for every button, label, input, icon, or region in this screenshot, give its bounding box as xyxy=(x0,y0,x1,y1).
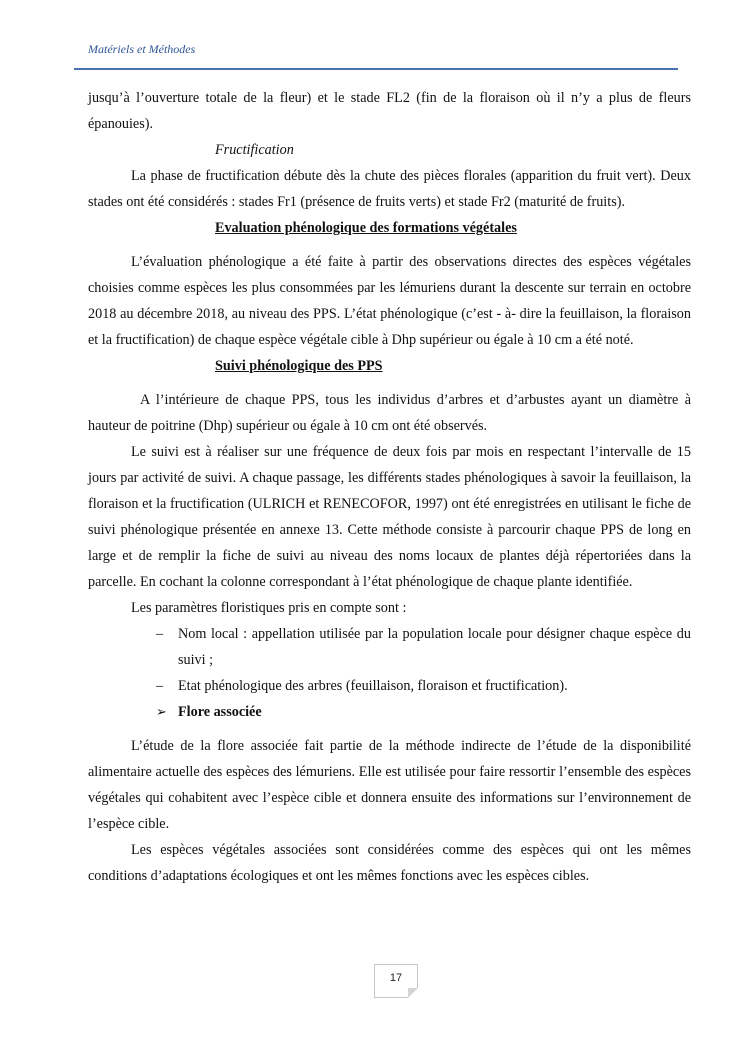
list-item-text: Etat phénologique des arbres (feuillaison, floraison et fructification). xyxy=(178,678,568,694)
heading-text: Flore associée xyxy=(178,704,262,720)
dash-bullet-icon: – xyxy=(156,626,164,642)
arrow-bullet-icon: ➢ xyxy=(156,704,167,719)
paragraph-evaluation: L’évaluation phénologique a été faite à partir des observations directes des espèces végétales choisies comme espèces les plus consommées par les lémuriens durant la descente sur terrain en octobre 2018 au décembre 2018, au niveau des PPS. L’état phénologique (c’est - à- dire la feuillaison, la floraison et la fructification) de chaque espèce végétale cible à Dhp supérieur ou égale à 10 cm a été noté. xyxy=(88,254,691,348)
paragraph-parameters: Les paramètres floristiques pris en compte sont : xyxy=(131,600,407,616)
paragraph-suivi-method: Le suivi est à réaliser sur une fréquence de deux fois par mois en respectant l’intervalle de 15 jours par activité de suivi. A chaque passage, les différents stades phénologiques à savoir la feuillaison, la floraison et la fructification (ULRICH et RENECOFOR, 1997) ont été enregistrées en utilisant le fiche de suivi phénologique présentée en annexe 13. Cette méthode consiste à parcourir chaque PPS de long en large et de remplir la fiche de suivi au niveau des noms locaux de plantes déjà répertoriées dans la parcelle. En cochant la colonne correspondant à l’état phénologique de chaque plante identifiée. xyxy=(88,444,691,590)
section-heading-evaluation: Evaluation phénologique des formations végétales xyxy=(215,220,517,236)
section-heading-flore xyxy=(88,699,691,725)
header-divider xyxy=(74,68,678,70)
list-item xyxy=(88,621,691,673)
paragraph-flore: L’étude de la flore associée fait partie de la méthode indirecte de l’étude de la disponibilité alimentaire actuelle des espèces des lémuriens. Elle est utilisée pour faire ressortir l’ensemble des espèces végétales qui cohabitent avec l’espèce cible et donnera ensuite des informations sur l’environnement de l’espèce cible. xyxy=(88,738,691,832)
page-fold-icon xyxy=(408,988,418,998)
dash-bullet-icon: – xyxy=(156,678,164,694)
section-heading-suivi: Suivi phénologique des PPS xyxy=(215,358,383,374)
paragraph-fructification: La phase de fructification débute dès la chute des pièces florales (apparition du fruit vert). Deux stades ont été considérés : stades Fr1 (présence de fruits verts) et stade Fr2 (maturité de fruits). xyxy=(88,168,691,210)
list-item xyxy=(88,673,691,699)
paragraph-continuation: jusqu’à l’ouverture totale de la fleur) et le stade FL2 (fin de la floraison où il n’y a plus de fleurs épanouies). xyxy=(88,90,691,132)
paragraph-especes-associees: Les espèces végétales associées sont considérées comme des espèces qui ont les mêmes conditions d’adaptations écologiques et ont les mêmes fonctions avec les espèces cibles. xyxy=(88,842,691,884)
paragraph-suivi-intro: A l’intérieure de chaque PPS, tous les individus d’arbres et d’arbustes ayant un diamètre à hauteur de poitrine (Dhp) supérieur ou égale à 10 cm ont été observés. xyxy=(88,392,691,434)
list-item-text: Nom local : appellation utilisée par la population locale pour désigner chaque espèce du suivi ; xyxy=(178,626,691,668)
page-number-box xyxy=(374,964,418,998)
subsection-title-fructification: Fructification xyxy=(215,142,294,158)
running-header: Matériels et Méthodes xyxy=(88,42,196,56)
document-body xyxy=(88,85,691,889)
page-number: 17 xyxy=(389,972,403,984)
